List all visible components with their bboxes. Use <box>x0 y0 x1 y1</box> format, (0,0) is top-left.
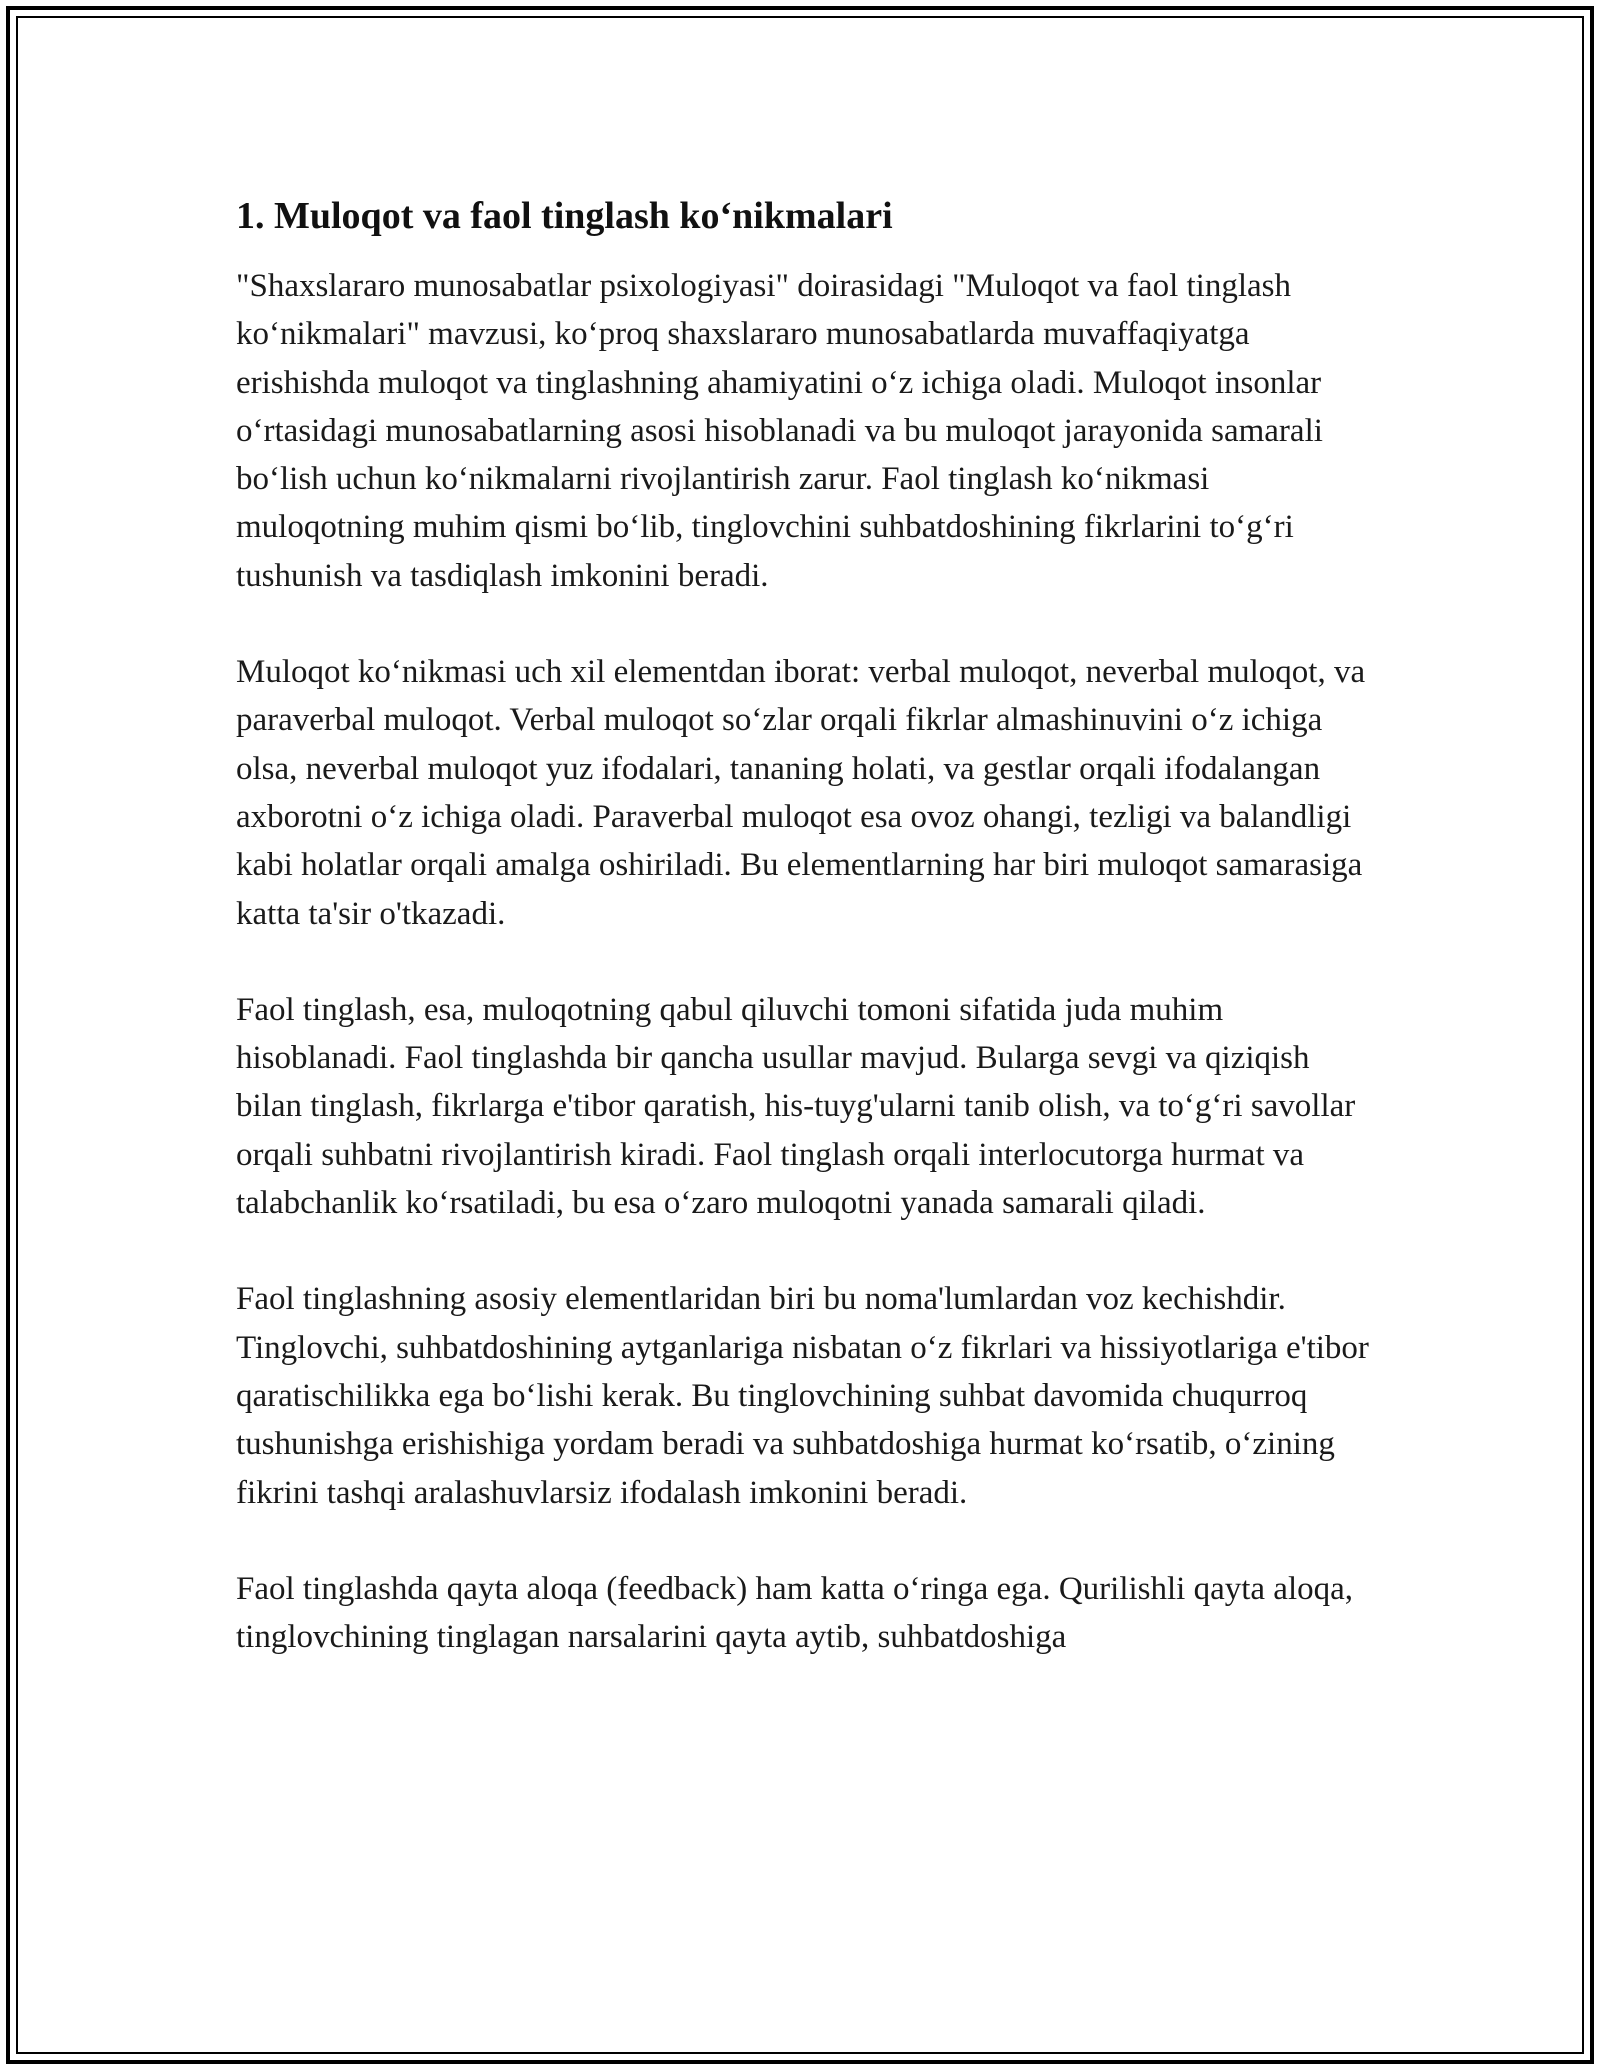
paragraph-1: "Shaxslararo munosabatlar psixologiyasi" doirasidagi "Muloqot va faol tinglash ko‘nikmalari" mavzusi, ko‘proq shaxslararo munosabatlarda muvaffaqiyatga erishishda muloqot va tinglashning ahamiyatini o‘z ichiga oladi. Muloqot insonlar o‘rtasidagi munosabatlarning asosi hisoblanadi va bu muloqot jarayonida samarali bo‘lish uchun ko‘nikmalarni rivojlantirish zarur. Faol tinglash ko‘nikmasi muloqotning muhim qismi bo‘lib, tinglovchini suhbatdoshining fikrlarini to‘g‘ri tushunish va tasdiqlash imkonini beradi. <box>236 268 1323 594</box>
paragraph-3: Faol tinglash, esa, muloqotning qabul qiluvchi tomoni sifatida juda muhim hisoblanadi. Faol tinglashda bir qancha usullar mavjud. Bularga sevgi va qiziqish bilan tinglash, fikrlarga e'tibor qaratish, his-tuyg'ularni tanib olish, va to‘g‘ri savollar orqali suhbatni rivojlantirish kiradi. Faol tinglash orqali interlocutorga hurmat va talabchanlik ko‘rsatiladi, bu esa o‘zaro muloqotni yanada samarali qiladi. <box>236 991 1356 1222</box>
paragraph-5: Faol tinglashda qayta aloqa (feedback) ham katta o‘ringa ega. Qurilishli qayta aloqa, tinglovchining tinglagan narsalarini qayta aytib, suhbatdoshiga <box>236 1570 1354 1656</box>
document-body <box>236 180 1376 1709</box>
paragraph-2: Muloqot ko‘nikmasi uch xil elementdan iborat: verbal muloqot, neverbal muloqot, va paraverbal muloqot. Verbal muloqot so‘zlar orqali fikrlar almashinuvini o‘z ichiga olsa, neverbal muloqot yuz ifodalari, tananing holati, va gestlar orqali ifodalangan axborotni o‘z ichiga oladi. Paraverbal muloqot esa ovoz ohangi, tezligi va balandligi kabi holatlar orqali amalga oshiriladi. Bu elementlarning har biri muloqot samarasiga katta ta'sir o'tkazadi. <box>236 654 1366 932</box>
section-heading: 1. Muloqot va faol tinglash ko‘nikmalari <box>236 195 893 237</box>
paragraph-4: Faol tinglashning asosiy elementlaridan biri bu noma'lumlardan voz kechishdir. Tinglovchi, suhbatdoshining aytganlariga nisbatan o‘z fikrlari va hissiyotlariga e'tibor qaratischilikka ega bo‘lishi kerak. Bu tinglovchining suhbat davomida chuqurroq tushunishga erishishiga yordam beradi va suhbatdoshiga hurmat ko‘rsatib, o‘zining fikrini tashqi aralashuvlarsiz ifodalash imkonini beradi. <box>236 1281 1369 1511</box>
